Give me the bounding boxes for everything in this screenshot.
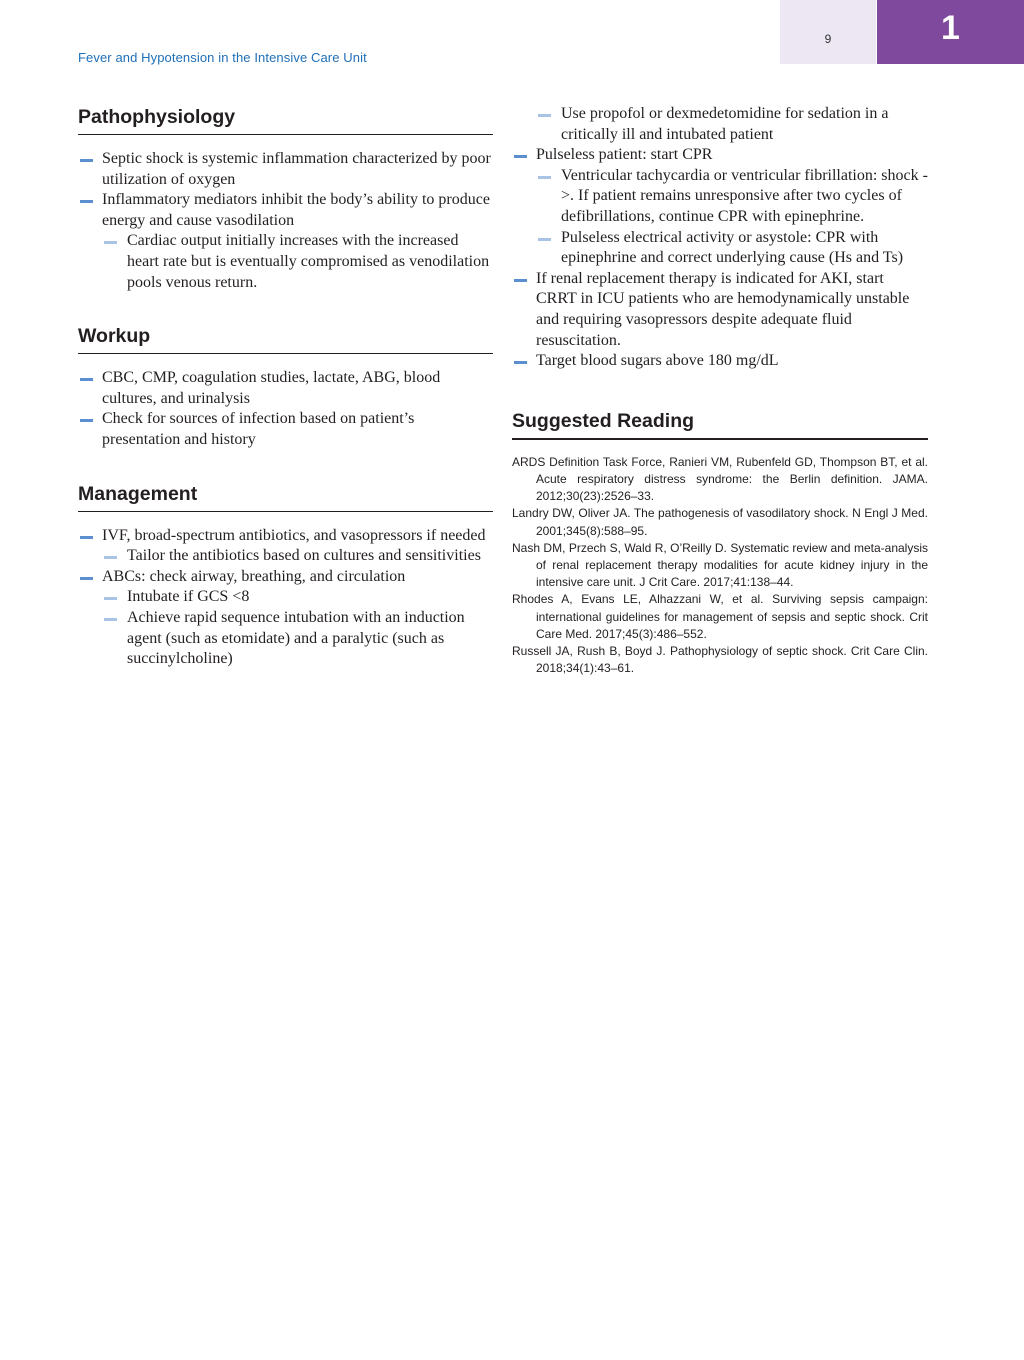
bullet-text: Pulseless patient: start CPR — [536, 146, 713, 164]
workup-section — [78, 323, 493, 450]
bullet-item — [78, 409, 493, 450]
suggested-reading-section — [512, 408, 928, 678]
bullet-item — [78, 567, 493, 588]
bullet-text: If renal replacement therapy is indicated for AKI, start CRRT in ICU patients who are hemodynamically unstable and requiring vasopressors despite adequate fluid resuscitation. — [536, 269, 910, 349]
reference-list — [512, 454, 928, 678]
dash-bullet-icon — [80, 378, 93, 381]
bullet-text: ABCs: check airway, breathing, and circulation — [102, 567, 406, 585]
dash-bullet-icon — [538, 114, 551, 117]
dash-bullet-icon — [104, 556, 117, 559]
suggested-reading-heading: Suggested Reading — [512, 408, 928, 440]
dash-bullet-icon — [104, 618, 117, 621]
bullet-text: Inflammatory mediators inhibit the body’s ability to produce energy and cause vasodilation — [102, 191, 490, 229]
bullet-text: Intubate if GCS <8 — [127, 588, 250, 606]
bullet-item — [78, 526, 493, 547]
dash-bullet-icon — [514, 155, 527, 158]
dash-bullet-icon — [104, 597, 117, 600]
bullet-item — [78, 190, 493, 231]
bullet-item — [78, 149, 493, 190]
right-column — [512, 104, 928, 707]
dash-bullet-icon — [104, 241, 117, 244]
bullet-item — [512, 269, 928, 351]
reference-item: Landry DW, Oliver JA. The pathogenesis of vasodilatory shock. N Engl J Med. 2001;345(8):588–95. — [512, 506, 928, 538]
pathophysiology-list — [78, 149, 493, 293]
bullet-item — [512, 351, 928, 372]
sub-bullet-item — [78, 546, 493, 567]
left-column — [78, 104, 493, 700]
dash-bullet-icon — [80, 577, 93, 580]
reference-item: Russell JA, Rush B, Boyd J. Pathophysiology of septic shock. Crit Care Clin. 2018;34(1):43–61. — [512, 643, 928, 676]
dash-bullet-icon — [514, 279, 527, 282]
pathophysiology-section — [78, 104, 493, 293]
page-number: 9 — [780, 0, 876, 64]
sub-bullet-item — [512, 228, 928, 269]
bullet-text: IVF, broad-spectrum antibiotics, and vasopressors if needed — [102, 526, 486, 544]
workup-list — [78, 368, 493, 450]
sub-bullet-item — [78, 587, 493, 608]
bullet-text: Check for sources of infection based on patient’s presentation and history — [102, 410, 415, 448]
bullet-text: Achieve rapid sequence intubation with an induction agent (such as etomidate) and a paralytic (such as succinylcholine) — [127, 608, 465, 668]
bullet-text: Ventricular tachycardia or ventricular fibrillation: shock ->. If patient remains unresponsive after two cycles of defibrillations, continue CPR with epinephrine. — [561, 166, 928, 225]
dash-bullet-icon — [538, 176, 551, 179]
management-section — [78, 481, 493, 670]
dash-bullet-icon — [80, 536, 93, 539]
management-continued — [512, 104, 928, 372]
management-list — [78, 526, 493, 670]
bullet-text: Tailor the antibiotics based on cultures and sensitivities — [127, 547, 481, 565]
bullet-text: CBC, CMP, coagulation studies, lactate, ABG, blood cultures, and urinalysis — [102, 369, 441, 407]
reference-item: Nash DM, Przech S, Wald R, O’Reilly D. Systematic review and meta-analysis of renal replacement therapy modalities for acute kidney injury in the intensive care unit. J Crit Care. 2017;41:138–44. — [512, 540, 928, 590]
dash-bullet-icon — [80, 419, 93, 422]
sub-bullet-item — [512, 166, 928, 228]
chapter-number-tab: 1 — [877, 0, 1024, 64]
sub-bullet-item — [78, 231, 493, 293]
running-title: Fever and Hypotension in the Intensive Care Unit — [78, 50, 367, 65]
management-heading: Management — [78, 481, 493, 512]
dash-bullet-icon — [80, 200, 93, 203]
dash-bullet-icon — [538, 238, 551, 241]
bullet-text: Septic shock is systemic inflammation characterized by poor utilization of oxygen — [102, 150, 491, 188]
dash-bullet-icon — [80, 159, 93, 162]
bullet-item — [78, 368, 493, 409]
bullet-text: Cardiac output initially increases with the increased heart rate but is eventually compromised as venodilation pools venous return. — [127, 232, 490, 291]
workup-heading: Workup — [78, 323, 493, 354]
reference-item: Rhodes A, Evans LE, Alhazzani W, et al. Surviving sepsis campaign: international guidelines for management of sepsis and septic shock. Crit Care Med. 2017;45(3):486–552. — [512, 592, 928, 641]
bullet-text: Pulseless electrical activity or asystole: CPR with epinephrine and correct underlying cause (Hs and Ts) — [561, 228, 904, 267]
sub-bullet-item — [78, 608, 493, 670]
reference-item: ARDS Definition Task Force, Ranieri VM, Rubenfeld GD, Thompson BT, et al. Acute respiratory distress syndrome: the Berlin definition. JAMA. 2012;30(23):2526–33. — [512, 454, 928, 504]
bullet-text: Target blood sugars above 180 mg/dL — [536, 352, 779, 370]
dash-bullet-icon — [514, 361, 527, 364]
bullet-text: Use propofol or dexmedetomidine for sedation in a critically ill and intubated patient — [561, 105, 889, 143]
management-continued-list — [512, 104, 928, 372]
pathophysiology-heading: Pathophysiology — [78, 104, 493, 135]
bullet-item — [512, 145, 928, 166]
sub-bullet-item — [512, 104, 928, 145]
